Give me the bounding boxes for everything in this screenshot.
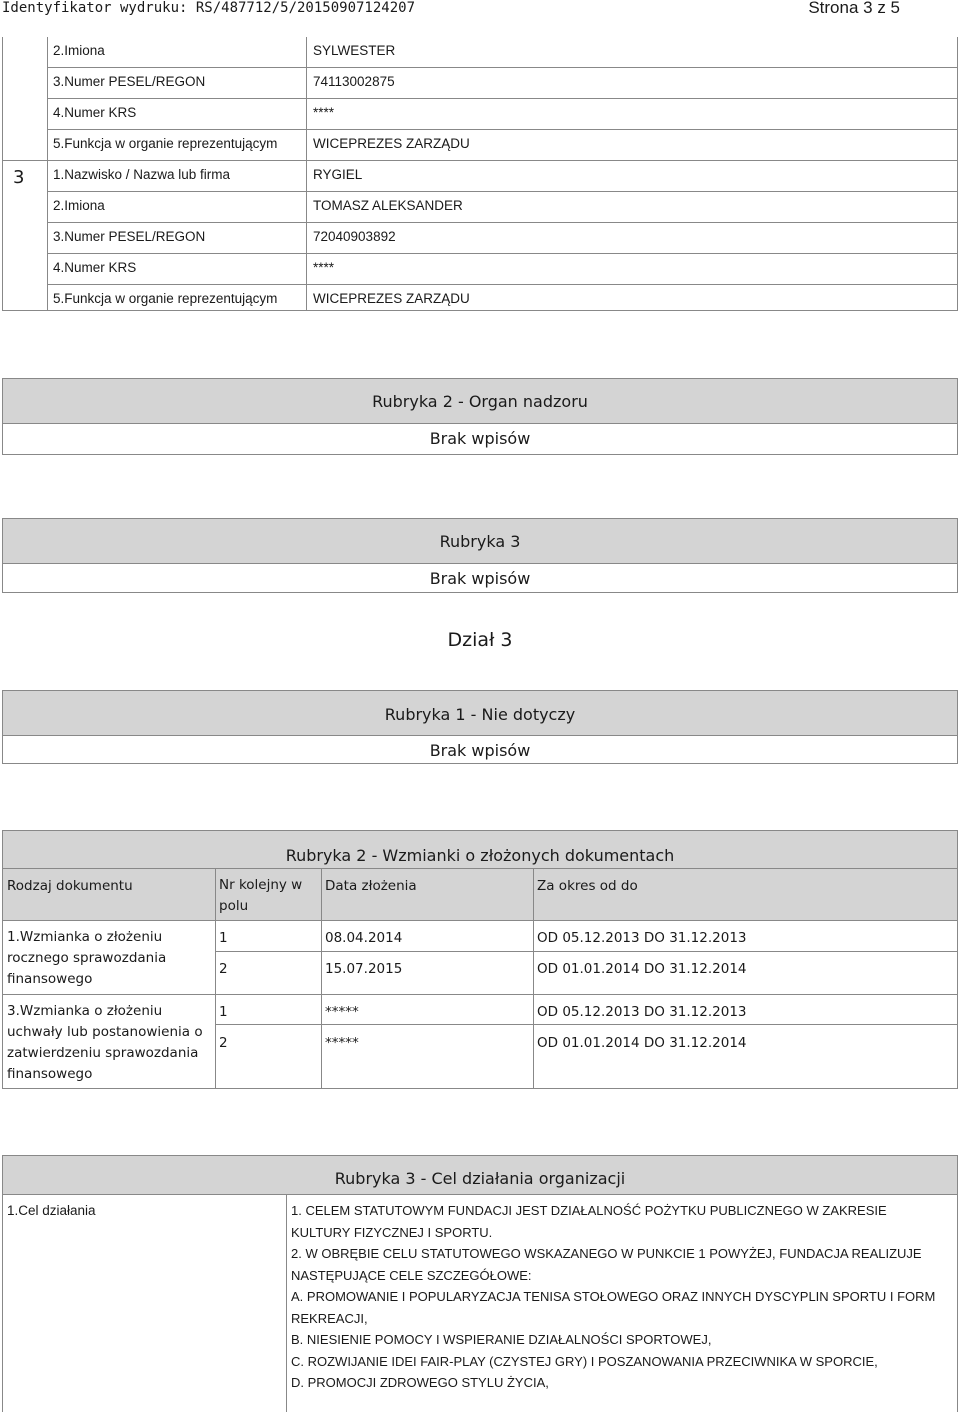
row-label: 4.Numer KRS <box>53 105 137 120</box>
col-header: Za okres od do <box>537 878 638 894</box>
nie-dotyczy-section <box>2 690 958 764</box>
col-header: Rodzaj dokumentu <box>7 878 133 894</box>
entry-period: OD 05.12.2013 DO 31.12.2013 <box>537 930 747 946</box>
col-header: Data złożenia <box>325 878 417 894</box>
empty-notice: Brak wpisów <box>3 736 957 763</box>
section-title: Rubryka 1 - Nie dotyczy <box>3 691 957 736</box>
goal-line: 1. CELEM STATUTOWYM FUNDACJI JEST DZIAŁALNOŚĆ POŻYTKU PUBLICZNEGO W ZAKRESIE <box>291 1203 887 1218</box>
field-label: 1.Cel działania <box>7 1203 96 1218</box>
entry-period: OD 01.01.2014 DO 31.12.2014 <box>537 1035 747 1051</box>
rubryka3-section <box>2 518 958 593</box>
document-type: 1.Wzmianka o złożeniu rocznego sprawozdania finansowego <box>7 929 167 987</box>
goal-line: A. PROMOWANIE I POPULARYZACJA TENISA STOŁOWEGO ORAZ INNYCH DYSCYPLIN SPORTU I FORM <box>291 1289 936 1304</box>
row-label: 2.Imiona <box>53 43 105 58</box>
row-label: 3.Numer PESEL/REGON <box>53 74 206 89</box>
empty-notice: Brak wpisów <box>3 424 957 454</box>
row-label: 5.Funkcja w organie reprezentującym <box>53 291 278 306</box>
person-number: 3 <box>13 167 25 188</box>
empty-notice: Brak wpisów <box>3 564 957 592</box>
wzmianki-section <box>2 830 958 1089</box>
goal-line: B. NIESIENIE POMOCY I WSPIERANIE DZIAŁALNOŚCI SPORTOWEJ, <box>291 1332 712 1347</box>
entry-nr: 2 <box>219 961 228 977</box>
cel-section <box>2 1155 958 1412</box>
entry-date: ***** <box>325 1004 359 1020</box>
goal-line: D. PROMOCJI ZDROWEGO STYLU ŻYCIA, <box>291 1375 549 1390</box>
row-value: 74113002875 <box>313 74 395 89</box>
row-value: **** <box>313 105 335 120</box>
entry-period: OD 05.12.2013 DO 31.12.2013 <box>537 1004 747 1020</box>
section-heading: Dział 3 <box>447 629 513 651</box>
representation-block <box>2 37 958 311</box>
goal-line: NASTĘPUJĄCE CELE SZCZEGÓŁOWE: <box>291 1267 532 1283</box>
print-identifier: Identyfikator wydruku: RS/487712/5/20150907124207 <box>2 0 416 16</box>
row-value: RYGIEL <box>313 167 363 182</box>
row-label: 3.Numer PESEL/REGON <box>53 229 206 244</box>
entry-nr: 1 <box>219 1004 228 1020</box>
entry-nr: 1 <box>219 930 228 946</box>
document-type: 3.Wzmianka o złożeniu uchwały lub postanowienia o zatwierdzeniu sprawozdania finansowego <box>7 1003 203 1082</box>
section-title: Rubryka 3 - Cel działania organizacji <box>334 1169 626 1188</box>
row-value: **** <box>313 260 335 275</box>
goal-text <box>291 1200 953 1394</box>
entry-date: ***** <box>325 1035 359 1051</box>
goal-line: 2. W OBRĘBIE CELU STATUTOWEGO WSKAZANEGO W PUNKCIE 1 POWYŻEJ, FUNDACJA REALIZUJE <box>291 1246 922 1261</box>
row-label: 1.Nazwisko / Nazwa lub firma <box>53 167 231 182</box>
entry-date: 08.04.2014 <box>325 930 403 946</box>
goal-line: C. ROZWIJANIE IDEI FAIR-PLAY (CZYSTEJ GRY) I POSZANOWANIA PRZECIWNIKA W SPORCIE, <box>291 1353 878 1369</box>
section-title: Rubryka 2 - Wzmianki o złożonych dokumentach <box>285 846 675 865</box>
row-label: 5.Funkcja w organie reprezentującym <box>53 136 278 151</box>
row-label: 4.Numer KRS <box>53 260 137 275</box>
page-number: Strona 3 z 5 <box>808 0 900 17</box>
entry-period: OD 01.01.2014 DO 31.12.2014 <box>537 961 747 977</box>
row-value: 72040903892 <box>313 229 396 244</box>
entry-nr: 2 <box>219 1035 228 1051</box>
col-header: Nr kolejny w polu <box>219 877 303 914</box>
row-value: WICEPREZES ZARZĄDU <box>313 136 470 151</box>
row-value: WICEPREZES ZARZĄDU <box>313 291 470 306</box>
row-value: TOMASZ ALEKSANDER <box>313 198 463 213</box>
section-title: Rubryka 2 - Organ nadzoru <box>3 379 957 424</box>
section-title: Rubryka 3 <box>3 519 957 564</box>
organ-nadzoru-section <box>2 378 958 455</box>
goal-line: REKREACJI, <box>291 1310 368 1326</box>
entry-date: 15.07.2015 <box>325 961 403 977</box>
goal-line: KULTURY FIZYCZNEJ I SPORTU. <box>291 1224 493 1240</box>
row-label: 2.Imiona <box>53 198 105 213</box>
row-value: SYLWESTER <box>313 43 396 58</box>
